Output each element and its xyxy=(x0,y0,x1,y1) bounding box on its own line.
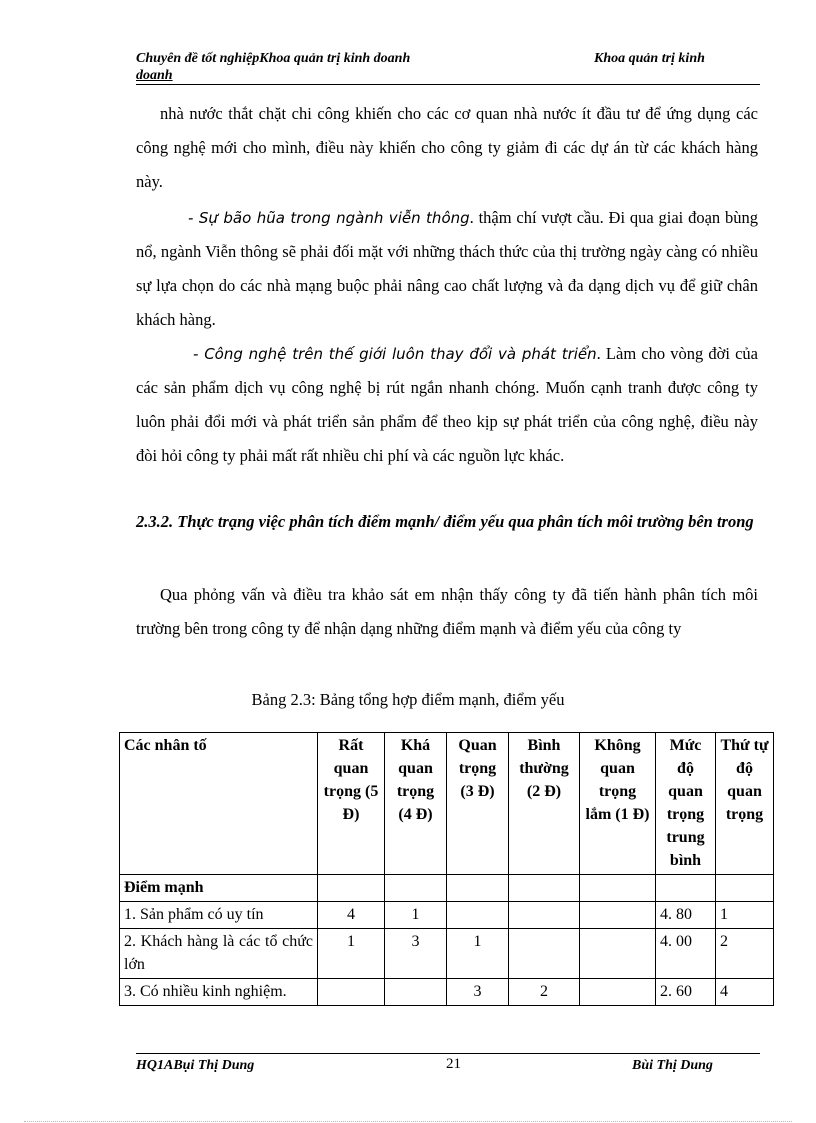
header-rank: Thứ tự độ quan trọng xyxy=(716,733,774,875)
section-row xyxy=(120,875,774,902)
row-v3: 1 xyxy=(447,929,509,979)
row-factor: 1. Sản phẩm có uy tín xyxy=(120,902,318,929)
table-row xyxy=(120,929,774,979)
header-very-important: Rất quan trọng (5 Đ) xyxy=(318,733,385,875)
row-rank: 2 xyxy=(716,929,774,979)
table-caption: Bảng 2.3: Bảng tổng hợp điểm mạnh, điểm yếu xyxy=(251,690,565,709)
header-normal: Bình thường (2 Đ) xyxy=(509,733,580,875)
section-heading: 2.3.2. Thực trạng việc phân tích điểm mạnh/ điểm yếu qua phân tích môi trường bên trong xyxy=(136,512,754,531)
header-not-important: Không quan trọng lắm (1 Đ) xyxy=(580,733,656,875)
row-v1 xyxy=(580,902,656,929)
row-v3: 3 xyxy=(447,979,509,1006)
row-v5: 1 xyxy=(318,929,385,979)
row-v4: 3 xyxy=(385,929,447,979)
header-average: Mức độ quan trọng trung bình xyxy=(656,733,716,875)
header-factor: Các nhân tố xyxy=(120,733,318,875)
table-row xyxy=(120,902,774,929)
strengths-table xyxy=(119,732,774,1006)
row-factor: 2. Khách hàng là các tổ chức lớn xyxy=(120,929,318,979)
row-v2: 2 xyxy=(509,979,580,1006)
row-v4 xyxy=(385,979,447,1006)
row-v1 xyxy=(580,929,656,979)
paragraph-2-lead: - Sự bão hũa trong ngành viễn thông xyxy=(188,209,470,227)
row-v2 xyxy=(509,929,580,979)
header-wrap-text: doanh xyxy=(136,68,173,83)
page-number: 21 xyxy=(446,1056,461,1072)
row-factor: 3. Có nhiều kinh nghiệm. xyxy=(120,979,318,1006)
paragraph-3 xyxy=(136,337,758,473)
row-avg: 4. 00 xyxy=(656,929,716,979)
paragraph-2-rest: . thậm chí vượt cầu. Đi qua giai đoạn bùng nổ, ngành Viễn thông sẽ phải đối mặt với những thách thức của thị trường ngày càng có nhiều sự lựa chọn do các nhà mạng buộc phải nâng cao chất lượng và đa dạng dịch vụ để giữ chân khách hàng. xyxy=(136,208,758,329)
header-right-text: Khoa quản trị kinh xyxy=(594,51,705,66)
row-v5: 4 xyxy=(318,902,385,929)
row-v3 xyxy=(447,902,509,929)
row-v2 xyxy=(509,902,580,929)
paragraph-2 xyxy=(136,201,758,337)
footer-right-text: Bùi Thị Dung xyxy=(632,1058,713,1073)
footer-left-text: HQ1ABụi Thị Dung xyxy=(136,1058,255,1073)
section-label: Điểm mạnh xyxy=(120,875,318,902)
paragraph-1: nhà nước thắt chặt chi công khiến cho các cơ quan nhà nước ít đầu tư để ứng dụng các công nghệ mới cho mình, điều này khiến cho công ty giảm đi các dự án từ các khách hàng này. xyxy=(136,104,758,191)
row-avg: 4. 80 xyxy=(656,902,716,929)
paragraph-3-lead: - Công nghệ trên thế giới luôn thay đổi và phát triển xyxy=(193,345,597,363)
paragraph-4: Qua phỏng vấn và điều tra khảo sát em nhận thấy công ty đã tiến hành phân tích môi trường bên trong công ty để nhận dạng những điểm mạnh và điểm yếu của công ty xyxy=(136,585,758,638)
row-v5 xyxy=(318,979,385,1006)
header-fairly-important: Khá quan trọng (4 Đ) xyxy=(385,733,447,875)
page-footer xyxy=(136,1053,760,1073)
paragraph-3-rest: . Làm cho vòng đời của các sản phẩm dịch vụ công nghệ bị rút ngắn nhanh chóng. Muốn cạnh tranh được công ty luôn phải đổi mới và phát triển sản phẩm để theo kịp sự phát triển của công nghệ, điều này đòi hỏi công ty phải mất rất nhiều chi phí và các nguồn lực khác. xyxy=(136,344,758,465)
page-header xyxy=(136,50,760,85)
row-v4: 1 xyxy=(385,902,447,929)
row-rank: 4 xyxy=(716,979,774,1006)
row-avg: 2. 60 xyxy=(656,979,716,1006)
table-row xyxy=(120,979,774,1006)
row-v1 xyxy=(580,979,656,1006)
header-important: Quan trọng (3 Đ) xyxy=(447,733,509,875)
header-left-text: Chuyên đề tốt nghiệpKhoa quản trị kinh doanh xyxy=(136,51,411,66)
row-rank: 1 xyxy=(716,902,774,929)
page-bottom-rule xyxy=(24,1121,792,1122)
table-header-row xyxy=(120,733,774,875)
